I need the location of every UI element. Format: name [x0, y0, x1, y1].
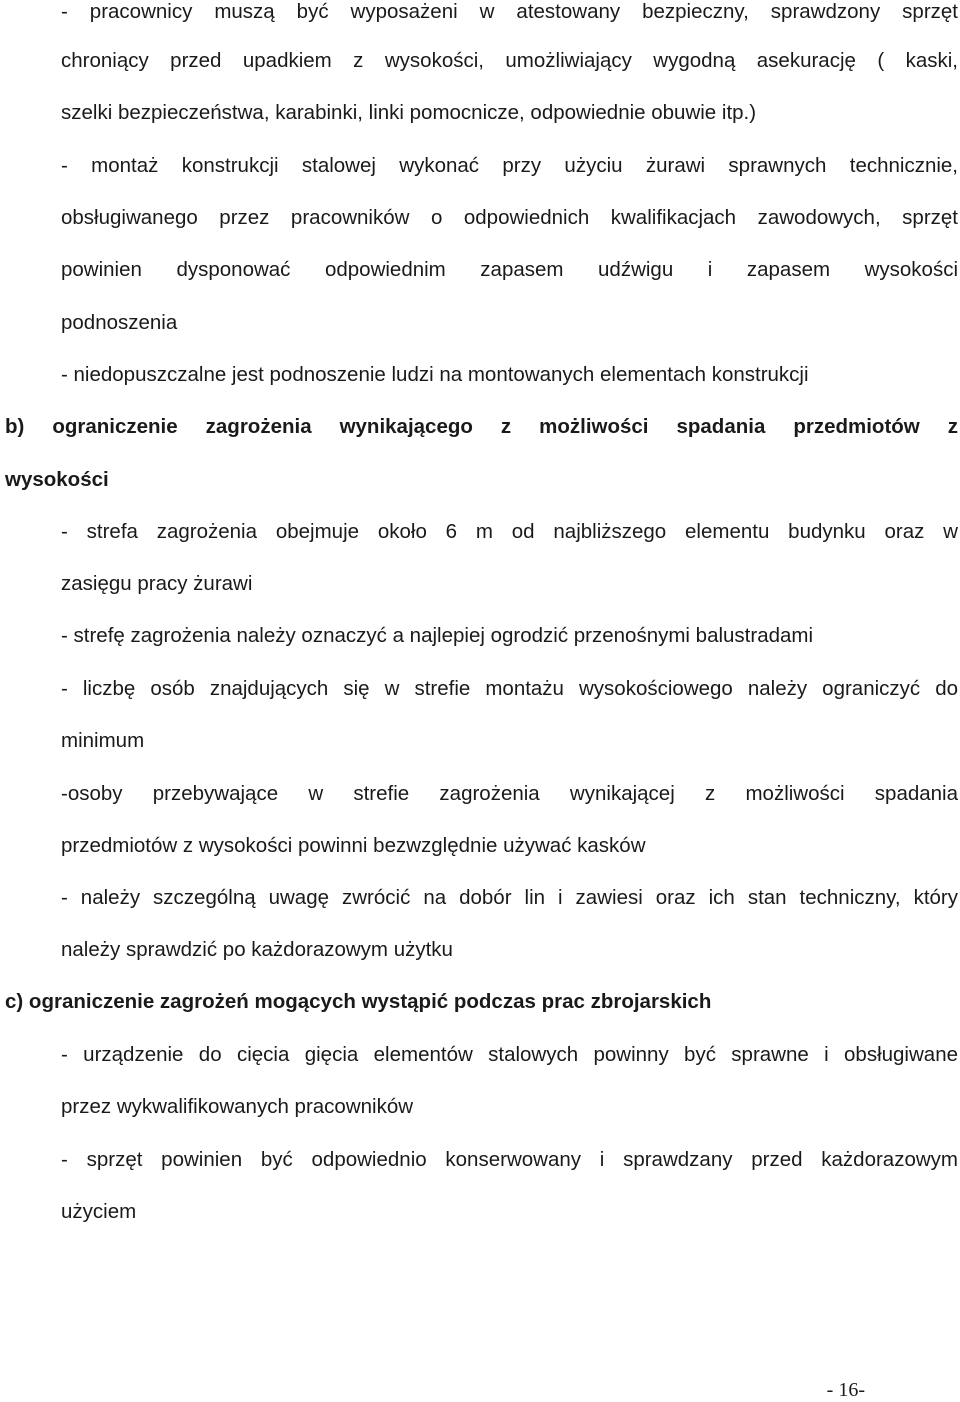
text-line: należy sprawdzić po każdorazowym użytku [61, 938, 453, 961]
text-line: - niedopuszczalne jest podnoszenie ludzi na montowanych elementach konstrukcji [61, 363, 809, 386]
text-line: użyciem [61, 1200, 137, 1223]
text-line: obsługiwanego przez pracowników o odpowiednich kwalifikacjach zawodowych, sprzęt [61, 206, 958, 229]
text-line: - należy szczególną uwagę zwrócić na dobór lin i zawiesi oraz ich stan techniczny, który [61, 886, 958, 909]
text-line: przez wykwalifikowanych pracowników [61, 1095, 414, 1118]
text-line: - liczbę osób znajdujących się w strefie montażu wysokościowego należy ograniczyć do [61, 677, 958, 700]
text-line: chroniący przed upadkiem z wysokości, umożliwiający wygodną asekurację ( kaski, [61, 49, 958, 72]
text-line: - strefa zagrożenia obejmuje około 6 m od najbliższego elementu budynku oraz w [61, 520, 958, 543]
text-line: - urządzenie do cięcia gięcia elementów stalowych powinny być sprawne i obsługiwane [61, 1043, 958, 1066]
text-line: przedmiotów z wysokości powinni bezwzględnie używać kasków [61, 834, 646, 857]
text-line: -osoby przebywające w strefie zagrożenia wynikającej z możliwości spadania [61, 782, 958, 805]
text-line: zasięgu pracy żurawi [61, 572, 253, 595]
text-line: - strefę zagrożenia należy oznaczyć a najlepiej ogrodzić przenośnymi balustradami [61, 624, 814, 647]
page-number: - 16- [826, 1379, 865, 1401]
text-line: - montaż konstrukcji stalowej wykonać przy użyciu żurawi sprawnych technicznie, [61, 154, 958, 177]
text-line: - pracownicy muszą być wyposażeni w atestowany bezpieczny, sprawdzony sprzęt [61, 0, 958, 23]
text-line: minimum [61, 729, 145, 752]
section-heading-c: c) ograniczenie zagrożeń mogących wystąpić podczas prac zbrojarskich [5, 990, 712, 1013]
text-line: - sprzęt powinien być odpowiednio konserwowany i sprawdzany przed każdorazowym [61, 1148, 958, 1171]
text-line: szelki bezpieczeństwa, karabinki, linki pomocnicze, odpowiednie obuwie itp.) [61, 101, 757, 124]
text-line: podnoszenia [61, 311, 178, 334]
section-heading-b: b) ograniczenie zagrożenia wynikającego z możliwości spadania przedmiotów z [5, 415, 958, 438]
text-line: powinien dysponować odpowiednim zapasem udźwigu i zapasem wysokości [61, 258, 958, 281]
section-heading-b-continued: wysokości [5, 468, 109, 491]
